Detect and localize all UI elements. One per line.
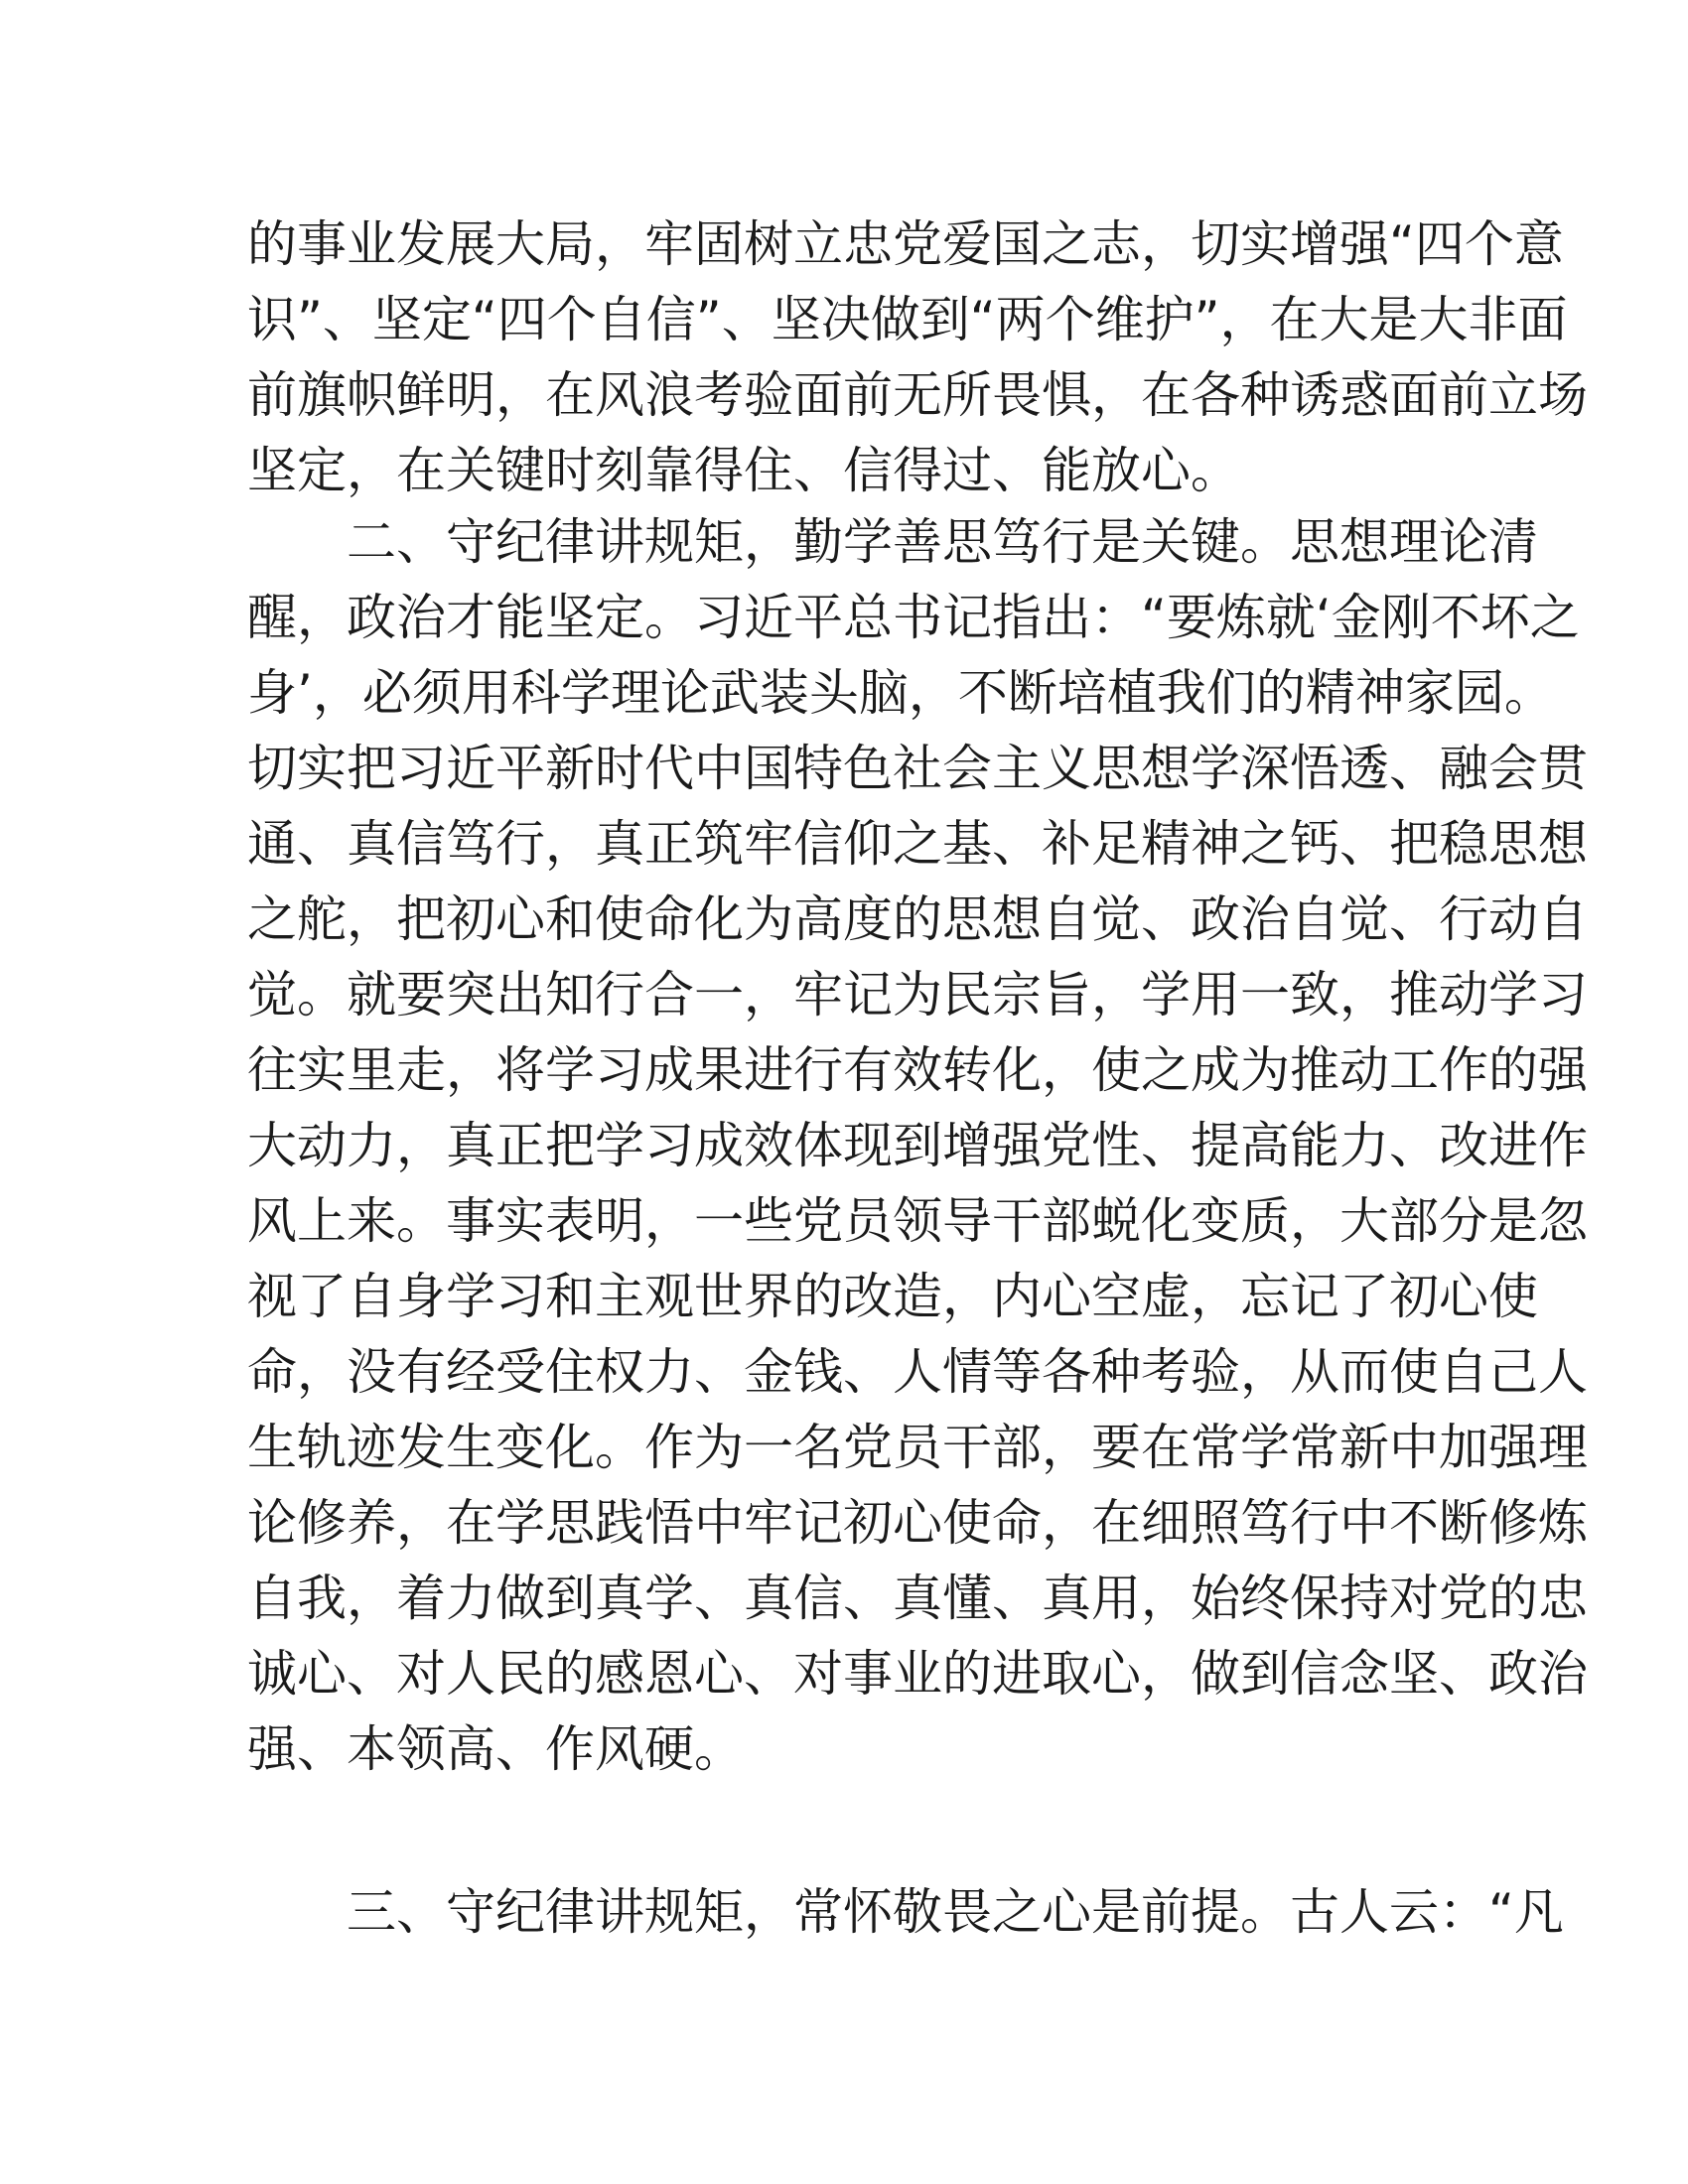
text-line: 风上来。事实表明，一些党员领导干部蜕化变质，大部分是忽 xyxy=(247,1192,1588,1250)
text-line: 视了自身学习和主观世界的改造，内心空虚，忘记了初心使 xyxy=(247,1268,1538,1325)
text-line: 强、本领高、作风硬。 xyxy=(247,1720,744,1778)
paragraph-section-2 xyxy=(247,504,1588,1787)
text-line: 觉。就要突出知行合一，牢记为民宗旨，学用一致，推动学习 xyxy=(247,966,1588,1024)
text-line: 诚心、对人民的感恩心、对事业的进取心，做到信念坚、政治 xyxy=(247,1645,1588,1703)
text-line: 生轨迹发生变化。作为一名党员干部，要在常学常新中加强理 xyxy=(247,1419,1588,1476)
paragraph-continued xyxy=(247,206,1588,508)
text-line: 醒，政治才能坚定。习近平总书记指出：“要炼就‘金刚不坏之 xyxy=(247,589,1580,646)
text-line: 坚定，在关键时刻靠得住、信得过、能放心。 xyxy=(247,442,1240,499)
text-line: 命，没有经受住权力、金钱、人情等各种考验，从而使自己人 xyxy=(247,1343,1588,1401)
text-line: 三、守纪律讲规矩，常怀敬畏之心是前提。古人云：“凡 xyxy=(347,1883,1564,1941)
text-line: 通、真信笃行，真正筑牢信仰之基、补足精神之钙、把稳思想 xyxy=(247,815,1588,873)
text-line: 二、守纪律讲规矩，勤学善思笃行是关键。思想理论清 xyxy=(347,513,1538,571)
text-line: 往实里走，将学习成果进行有效转化，使之成为推动工作的强 xyxy=(247,1041,1588,1099)
text-line: 论修养，在学思践悟中牢记初心使命，在细照笃行中不断修炼 xyxy=(247,1494,1588,1552)
text-line: 的事业发展大局，牢固树立忠党爱国之志，切实增强“四个意 xyxy=(247,215,1564,273)
text-line: 切实把习近平新时代中国特色社会主义思想学深悟透、融会贯 xyxy=(247,740,1588,797)
text-line: 身’，必须用科学理论武装头脑，不断培植我们的精神家园。 xyxy=(247,664,1554,722)
text-line: 大动力，真正把学习成效体现到增强党性、提高能力、改进作 xyxy=(247,1117,1588,1174)
text-line: 之舵，把初心和使命化为高度的思想自觉、政治自觉、行动自 xyxy=(247,890,1588,948)
text-line: 前旗帜鲜明，在风浪考验面前无所畏惧，在各种诱惑面前立场 xyxy=(247,366,1588,424)
text-line: 识”、坚定“四个自信”、坚决做到“两个维护”，在大是大非面 xyxy=(247,291,1568,348)
text-line: 自我，着力做到真学、真信、真懂、真用，始终保持对党的忠 xyxy=(247,1570,1588,1627)
paragraph-section-3 xyxy=(247,1874,1564,1950)
